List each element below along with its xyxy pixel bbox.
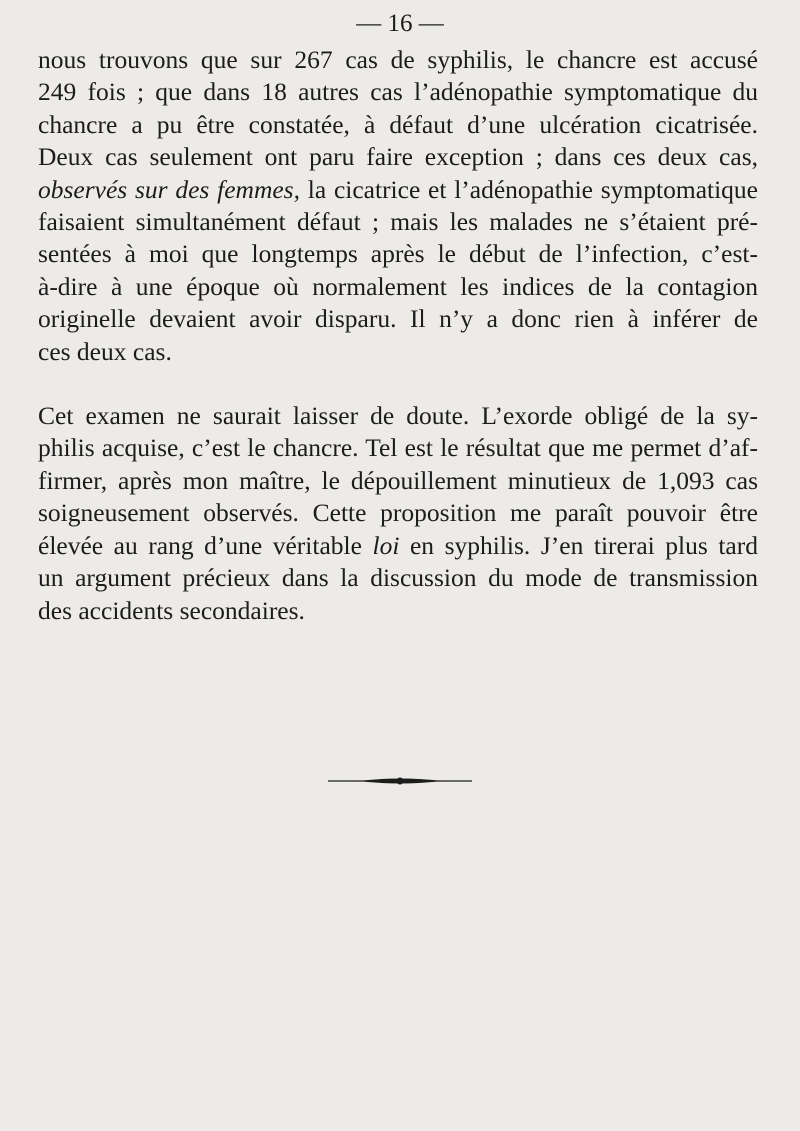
text-fragment: élevée au rang d’une véritable	[38, 530, 373, 560]
text-line: Deux cas seulement ont paru faire exception ; dans ces deux cas,	[38, 142, 758, 172]
text-line: à-dire à une époque où normalement les indices de la contagion	[38, 271, 758, 301]
text-line	[38, 530, 758, 562]
text-fragment: la cicatrice et l’adénopathie symptomatique	[307, 174, 758, 204]
text-line: nous trouvons que sur 267 cas de syphilis, le chancre est accusé	[38, 45, 758, 74]
text-line: originelle devaient avoir disparu. Il n’y a donc rien à inférer de	[38, 304, 758, 334]
text-line: chancre a pu être constatée, à défaut d’une ulcération cicatrisée.	[38, 109, 758, 139]
text-line: un argument précieux dans la discussion du mode de transmission	[38, 563, 758, 593]
text-line: Cet examen ne saurait laisser de doute. L’exorde obligé de la sy-	[38, 401, 758, 431]
text-line: philis acquise, c’est le chancre. Tel est le résultat que me permet d’af-	[38, 433, 758, 463]
text-line: 249 fois ; que dans 18 autres cas l’adénopathie symptomatique du	[38, 77, 758, 107]
paragraph-2	[38, 400, 758, 627]
text-line: firmer, après mon maître, le dépouillement minutieux de 1,093 cas	[38, 465, 758, 495]
page-number: — 16 —	[356, 10, 444, 37]
text-line: sentées à moi que longtemps après le début de l’infection, c’est-	[38, 239, 758, 269]
text-fragment: en syphilis. J’en tirerai plus tard	[399, 530, 758, 560]
text-line: des accidents secondaires.	[38, 595, 305, 625]
text-line: faisaient simultanément défaut ; mais les malades ne s’étaient pré-	[38, 207, 758, 237]
ornamental-divider	[328, 774, 472, 788]
italic-phrase: observés sur des femmes,	[38, 174, 300, 204]
text-line: soigneusement observés. Cette proposition me paraît pouvoir être	[38, 498, 758, 528]
italic-word: loi	[372, 530, 400, 560]
body-text	[38, 44, 758, 627]
paragraph-1	[38, 44, 758, 368]
text-line	[38, 174, 758, 206]
text-line: ces deux cas.	[38, 336, 172, 366]
